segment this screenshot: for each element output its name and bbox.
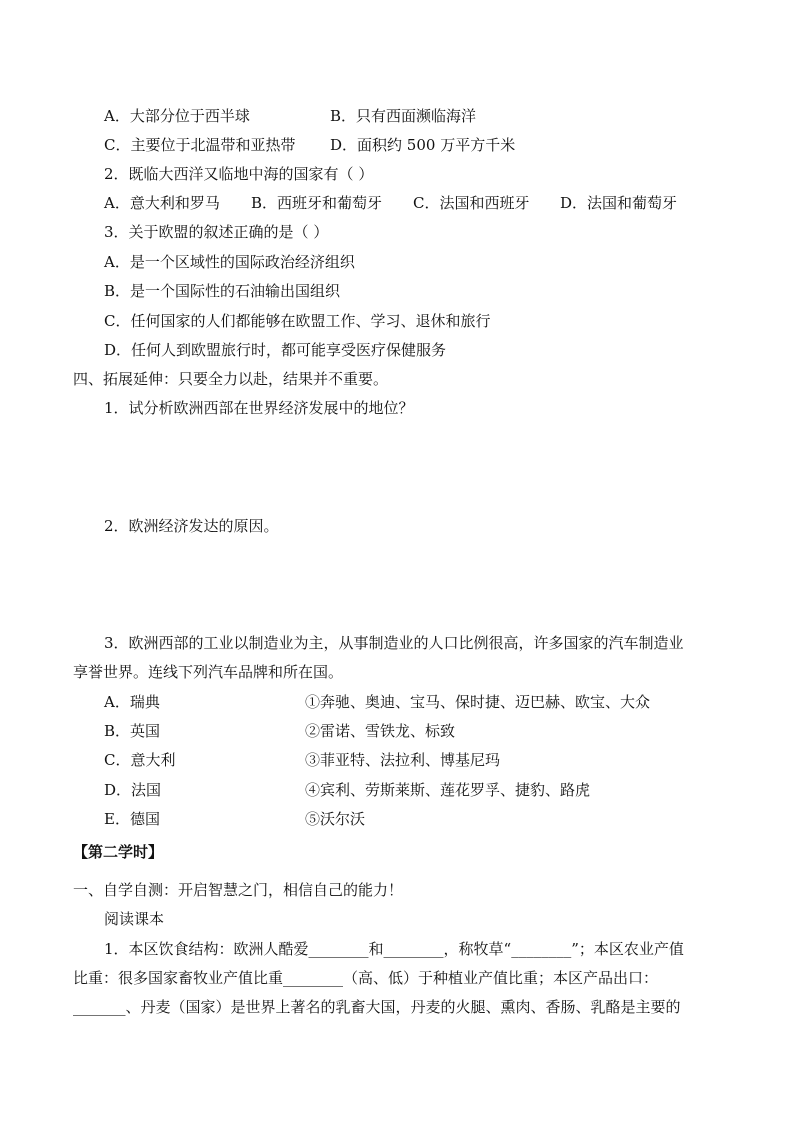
country-c: C．意大利: [104, 751, 176, 769]
q3-option-c: C．任何国家的人们都能够在欧盟工作、学习、退休和旅行: [104, 312, 491, 330]
section4-item1: 1．试分析欧洲西部在世界经济发展中的地位？: [104, 399, 414, 417]
country-d: D．法国: [104, 781, 162, 799]
lesson2-p1-line2: 比重：很多国家畜牧业产值比重________（高、低）于种植业产值比重；本区产品出口：: [73, 969, 659, 987]
brand-4: ④宾利、劳斯莱斯、莲花罗孚、捷豹、路虎: [305, 781, 591, 799]
q1-option-d: D．面积约 500 万平方千米: [330, 136, 516, 154]
q3-question: 3．关于欧盟的叙述正确的是（ ）: [104, 223, 329, 241]
brand-3: ③菲亚特、法拉利、博基尼玛: [305, 751, 501, 769]
q2-option-b: B．西班牙和葡萄牙: [251, 194, 383, 212]
q1-option-a: A．大部分位于西半球: [104, 107, 250, 125]
lesson2-title: 【第二学时】: [73, 843, 164, 861]
section4-heading: 四、拓展延伸：只要全力以赴，结果并不重要。: [73, 370, 389, 388]
section4-item3-line2: 享誉世界。连线下列汽车品牌和所在国。: [73, 663, 344, 681]
q3-option-d: D．任何人到欧盟旅行时，都可能享受医疗保健服务: [104, 341, 447, 359]
q1-option-c: C．主要位于北温带和亚热带: [104, 136, 296, 154]
q1-option-b: B．只有西面濒临海洋: [330, 107, 477, 125]
q2-question: 2．既临大西洋又临地中海的国家有（ ）: [104, 165, 374, 183]
q2-option-c: C．法国和西班牙: [413, 194, 530, 212]
q2-option-d: D．法国和葡萄牙: [560, 194, 678, 212]
country-a: A．瑞典: [104, 693, 160, 711]
section4-item3-line1: 3．欧洲西部的工业以制造业为主，从事制造业的人口比例很高，许多国家的汽车制造业: [104, 634, 684, 652]
section4-item2: 2．欧洲经济发达的原因。: [104, 517, 279, 535]
brand-2: ②雷诺、雪铁龙、标致: [305, 722, 456, 740]
lesson2-p1-line1: 1．本区饮食结构：欧洲人酷爱________和________，称牧草“________”；本区农业产值: [104, 940, 684, 958]
q3-option-b: B．是一个国际性的石油输出国组织: [104, 282, 341, 300]
lesson2-section1-heading: 一、自学自测：开启智慧之门，相信自己的能力！: [73, 881, 404, 899]
brand-1: ①奔驰、奥迪、宝马、保时捷、迈巴赫、欧宝、大众: [305, 693, 651, 711]
country-b: B．英国: [104, 722, 161, 740]
q3-option-a: A．是一个区域性的国际政治经济组织: [104, 253, 355, 271]
q2-option-a: A．意大利和罗马: [104, 194, 220, 212]
brand-5: ⑤沃尔沃: [305, 810, 366, 828]
country-e: E．德国: [104, 810, 160, 828]
lesson2-read: 阅读课本: [104, 910, 165, 928]
lesson2-p1-line3: _______、丹麦（国家）是世界上著名的乳畜大国，丹麦的火腿、熏肉、香肠、乳酪是主要的: [73, 998, 681, 1016]
